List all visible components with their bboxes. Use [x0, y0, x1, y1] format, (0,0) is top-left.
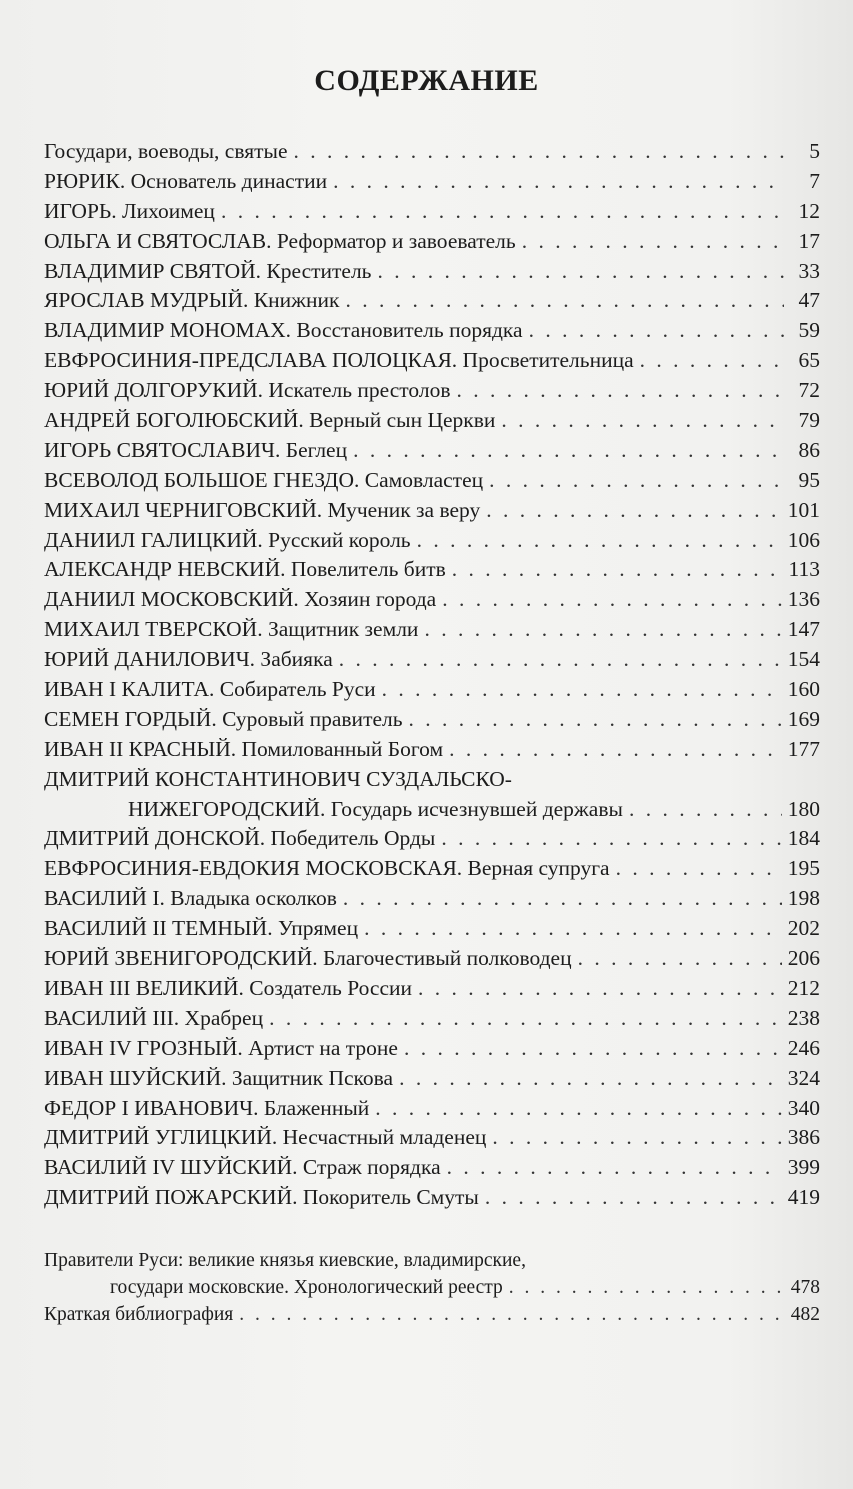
toc-entry-line: [44, 767, 820, 797]
toc-entry-title: ИВАН ШУЙСКИЙ. Защитник Пскова: [44, 1065, 394, 1090]
toc-page-number: 113: [788, 557, 820, 582]
leader-dots: [343, 886, 782, 911]
toc-entry-title: ЕВФРОСИНИЯ-ЕВДОКИЯ МОСКОВСКАЯ. Верная супруга: [44, 856, 610, 881]
toc-entry: [44, 797, 820, 827]
toc-entry: [44, 826, 820, 856]
toc-entry: [44, 378, 820, 408]
leader-dots: [269, 1006, 782, 1031]
toc-page-number: 177: [787, 736, 820, 761]
leader-dots: [578, 946, 782, 971]
toc-entry: [44, 916, 820, 946]
toc-page-number: 324: [787, 1065, 820, 1090]
toc-entry: [44, 139, 820, 169]
toc-entry-title: Государи, воеводы, святые: [44, 139, 288, 163]
toc-page-number: 212: [787, 975, 820, 1000]
toc-page-number: 478: [790, 1277, 820, 1299]
leader-dots: [382, 677, 782, 702]
toc-entry: [44, 707, 820, 737]
toc-entry: [44, 318, 820, 348]
toc-entry-title: ИГОРЬ. Лихоимец: [44, 198, 215, 223]
leader-dots: [509, 1277, 784, 1299]
toc-entry: [44, 468, 820, 498]
leader-dots: [486, 498, 781, 523]
toc-entry: [44, 886, 820, 916]
leader-dots: [364, 916, 782, 941]
leader-dots: [447, 1155, 782, 1180]
toc-page-number: 65: [798, 348, 820, 373]
toc-entry: [44, 1185, 820, 1215]
toc-entry-title: ФЕДОР I ИВАНОВИЧ. Блаженный: [44, 1095, 370, 1120]
toc-entry-title: МИХАИЛ ЧЕРНИГОВСКИЙ. Мученик за веру: [44, 497, 481, 522]
leader-dots: [449, 737, 782, 762]
toc-entry: [44, 498, 820, 528]
toc-entry: [44, 1036, 820, 1066]
toc-entry-title: Краткая библиография: [44, 1304, 234, 1326]
toc-entry-title: Правители Руси: великие князья киевские, владимирские,: [44, 1250, 526, 1272]
leader-dots: [378, 259, 785, 284]
leader-dots: [345, 288, 784, 313]
toc-entry: [44, 587, 820, 617]
toc-entry-title: НИЖЕГОРОДСКИЙ. Государь исчезнувшей державы: [128, 796, 623, 821]
toc-page-number: 12: [798, 198, 820, 223]
leader-dots: [353, 438, 784, 463]
toc-page-number: 246: [787, 1035, 820, 1060]
leader-dots: [239, 1304, 784, 1326]
toc-page-number: 101: [787, 497, 820, 522]
toc-entry-title: РЮРИК. Основатель династии: [44, 168, 328, 193]
toc-page-number: 5: [809, 139, 820, 163]
toc-page-number: 154: [787, 647, 820, 672]
toc-entry-title: ИВАН IV ГРОЗНЫЙ. Артист на троне: [44, 1035, 398, 1060]
leader-dots: [221, 199, 784, 224]
toc-entry: [44, 288, 820, 318]
toc-entry: [44, 1125, 820, 1155]
toc-page-number: 238: [787, 1005, 820, 1030]
toc-entry-title: ОЛЬГА И СВЯТОСЛАВ. Реформатор и завоеватель: [44, 228, 516, 253]
toc-entry-title: ВАСИЛИЙ I. Владыка осколков: [44, 886, 337, 911]
leader-dots: [629, 797, 782, 822]
toc-page-number: 184: [787, 826, 820, 851]
leader-dots: [452, 557, 783, 582]
toc-entry-title: ИВАН III ВЕЛИКИЙ. Создатель России: [44, 975, 413, 1000]
leader-dots: [399, 1066, 782, 1091]
toc-entry: [44, 1096, 820, 1126]
toc-entry: [44, 259, 820, 289]
leader-dots: [492, 1125, 781, 1150]
leader-dots: [375, 1096, 781, 1121]
toc-page-number: 399: [787, 1155, 820, 1180]
leader-dots: [424, 617, 781, 642]
toc-entry: [44, 557, 820, 587]
toc-entry-title: ДМИТРИЙ КОНСТАНТИНОВИЧ СУЗДАЛЬСКО-: [44, 766, 512, 791]
toc-entry-title: ВСЕВОЛОД БОЛЬШОЕ ГНЕЗДО. Самовластец: [44, 467, 484, 492]
leader-dots: [442, 587, 782, 612]
leader-dots: [485, 1185, 782, 1210]
toc-entry: [44, 1304, 820, 1331]
toc-entry-title: ИВАН I КАЛИТА. Собиратель Руси: [44, 677, 376, 702]
toc-entry: [44, 199, 820, 229]
toc-entry-title: государи московские. Хронологический реестр: [110, 1277, 503, 1299]
toc-entry-title: ВЛАДИМИР МОНОМАХ. Восстановитель порядка: [44, 318, 523, 343]
toc-entry-title: ЮРИЙ ДОЛГОРУКИЙ. Искатель престолов: [44, 378, 451, 403]
leader-dots: [441, 826, 781, 851]
toc-entry-title: ДАНИИЛ МОСКОВСКИЙ. Хозяин города: [44, 587, 437, 612]
toc-entry-title: ВАСИЛИЙ IV ШУЙСКИЙ. Страж порядка: [44, 1155, 441, 1180]
toc-page-number: 169: [787, 706, 820, 731]
leader-dots: [409, 707, 782, 732]
toc-entry-title: МИХАИЛ ТВЕРСКОЙ. Защитник земли: [44, 617, 419, 642]
toc-page-number: 33: [798, 258, 820, 283]
toc-entry: [44, 856, 820, 886]
leader-dots: [293, 139, 784, 164]
leader-dots: [501, 408, 784, 433]
leader-dots: [616, 856, 782, 881]
toc-entry: [44, 647, 820, 677]
toc-entry-title: ДМИТРИЙ ПОЖАРСКИЙ. Покоритель Смуты: [44, 1185, 479, 1210]
toc-entry: [44, 169, 820, 199]
toc-page-number: 482: [790, 1304, 820, 1326]
toc-entry: [44, 976, 820, 1006]
toc-entry-title: ИВАН II КРАСНЫЙ. Помилованный Богом: [44, 736, 444, 761]
toc-entry: [44, 737, 820, 767]
toc-page-number: 206: [787, 946, 820, 971]
toc-entry: [44, 438, 820, 468]
toc-entry: [44, 1277, 820, 1304]
toc-entry: [44, 1155, 820, 1185]
toc-page-number: 136: [787, 587, 820, 612]
toc-page-number: 7: [809, 168, 820, 193]
toc-entry-title: ЕВФРОСИНИЯ-ПРЕДСЛАВА ПОЛОЦКАЯ. Просветительница: [44, 348, 634, 373]
toc-entry-title: СЕМЕН ГОРДЫЙ. Суровый правитель: [44, 706, 403, 731]
toc-entry: [44, 1066, 820, 1096]
leader-dots: [640, 348, 784, 373]
toc-entry: [44, 528, 820, 558]
toc-page-number: 59: [798, 318, 820, 343]
toc-page-number: 17: [798, 228, 820, 253]
leader-dots: [489, 468, 784, 493]
toc-entry: [44, 617, 820, 647]
table-of-contents: [44, 139, 820, 1331]
leader-dots: [522, 229, 784, 254]
leader-dots: [339, 647, 782, 672]
toc-entry-title: ДМИТРИЙ УГЛИЦКИЙ. Несчастный младенец: [44, 1125, 487, 1150]
toc-page-number: 419: [787, 1185, 820, 1210]
toc-entry-title: ВЛАДИМИР СВЯТОЙ. Креститель: [44, 258, 372, 283]
toc-page-number: 180: [787, 796, 820, 821]
toc-entry-title: ИГОРЬ СВЯТОСЛАВИЧ. Беглец: [44, 437, 348, 462]
toc-entry: [44, 1006, 820, 1036]
toc-page-number: 340: [787, 1095, 820, 1120]
toc-entry-title: ДАНИИЛ ГАЛИЦКИЙ. Русский король: [44, 527, 411, 552]
toc-entry-title: ЮРИЙ ДАНИЛОВИЧ. Забияка: [44, 647, 333, 672]
toc-page-number: 79: [798, 408, 820, 433]
toc-entry-line: [44, 1250, 820, 1277]
toc-page-number: 160: [787, 677, 820, 702]
toc-page-number: 195: [787, 856, 820, 881]
toc-entry-title: ВАСИЛИЙ III. Храбрец: [44, 1005, 264, 1030]
leader-dots: [418, 976, 782, 1001]
leader-dots: [457, 378, 784, 403]
toc-entry: [44, 946, 820, 976]
toc-page-number: 386: [787, 1125, 820, 1150]
leader-dots: [404, 1036, 782, 1061]
toc-page-number: 147: [787, 617, 820, 642]
toc-entry-title: ЮРИЙ ЗВЕНИГОРОДСКИЙ. Благочестивый полководец: [44, 946, 572, 971]
toc-entry-title: ЯРОСЛАВ МУДРЫЙ. Книжник: [44, 288, 340, 313]
toc-page-number: 106: [787, 527, 820, 552]
leader-dots: [333, 169, 784, 194]
toc-entry-title: АЛЕКСАНДР НЕВСКИЙ. Повелитель битв: [44, 557, 446, 582]
leader-dots: [417, 528, 782, 553]
toc-page-number: 198: [787, 886, 820, 911]
toc-entry-title: ДМИТРИЙ ДОНСКОЙ. Победитель Орды: [44, 826, 436, 851]
toc-page-number: 72: [798, 378, 820, 403]
page-title: СОДЕРЖАНИЕ: [314, 64, 539, 97]
toc-entry: [44, 229, 820, 259]
toc-entry: [44, 348, 820, 378]
toc-page-number: 202: [787, 916, 820, 941]
toc-page-number: 86: [798, 437, 820, 462]
toc-entry: [44, 408, 820, 438]
toc-entry-title: АНДРЕЙ БОГОЛЮБСКИЙ. Верный сын Церкви: [44, 408, 496, 433]
leader-dots: [529, 318, 784, 343]
toc-entry-title: ВАСИЛИЙ II ТЕМНЫЙ. Упрямец: [44, 916, 359, 941]
toc-page-number: 95: [798, 467, 820, 492]
toc-entry: [44, 677, 820, 707]
toc-page-number: 47: [798, 288, 820, 313]
